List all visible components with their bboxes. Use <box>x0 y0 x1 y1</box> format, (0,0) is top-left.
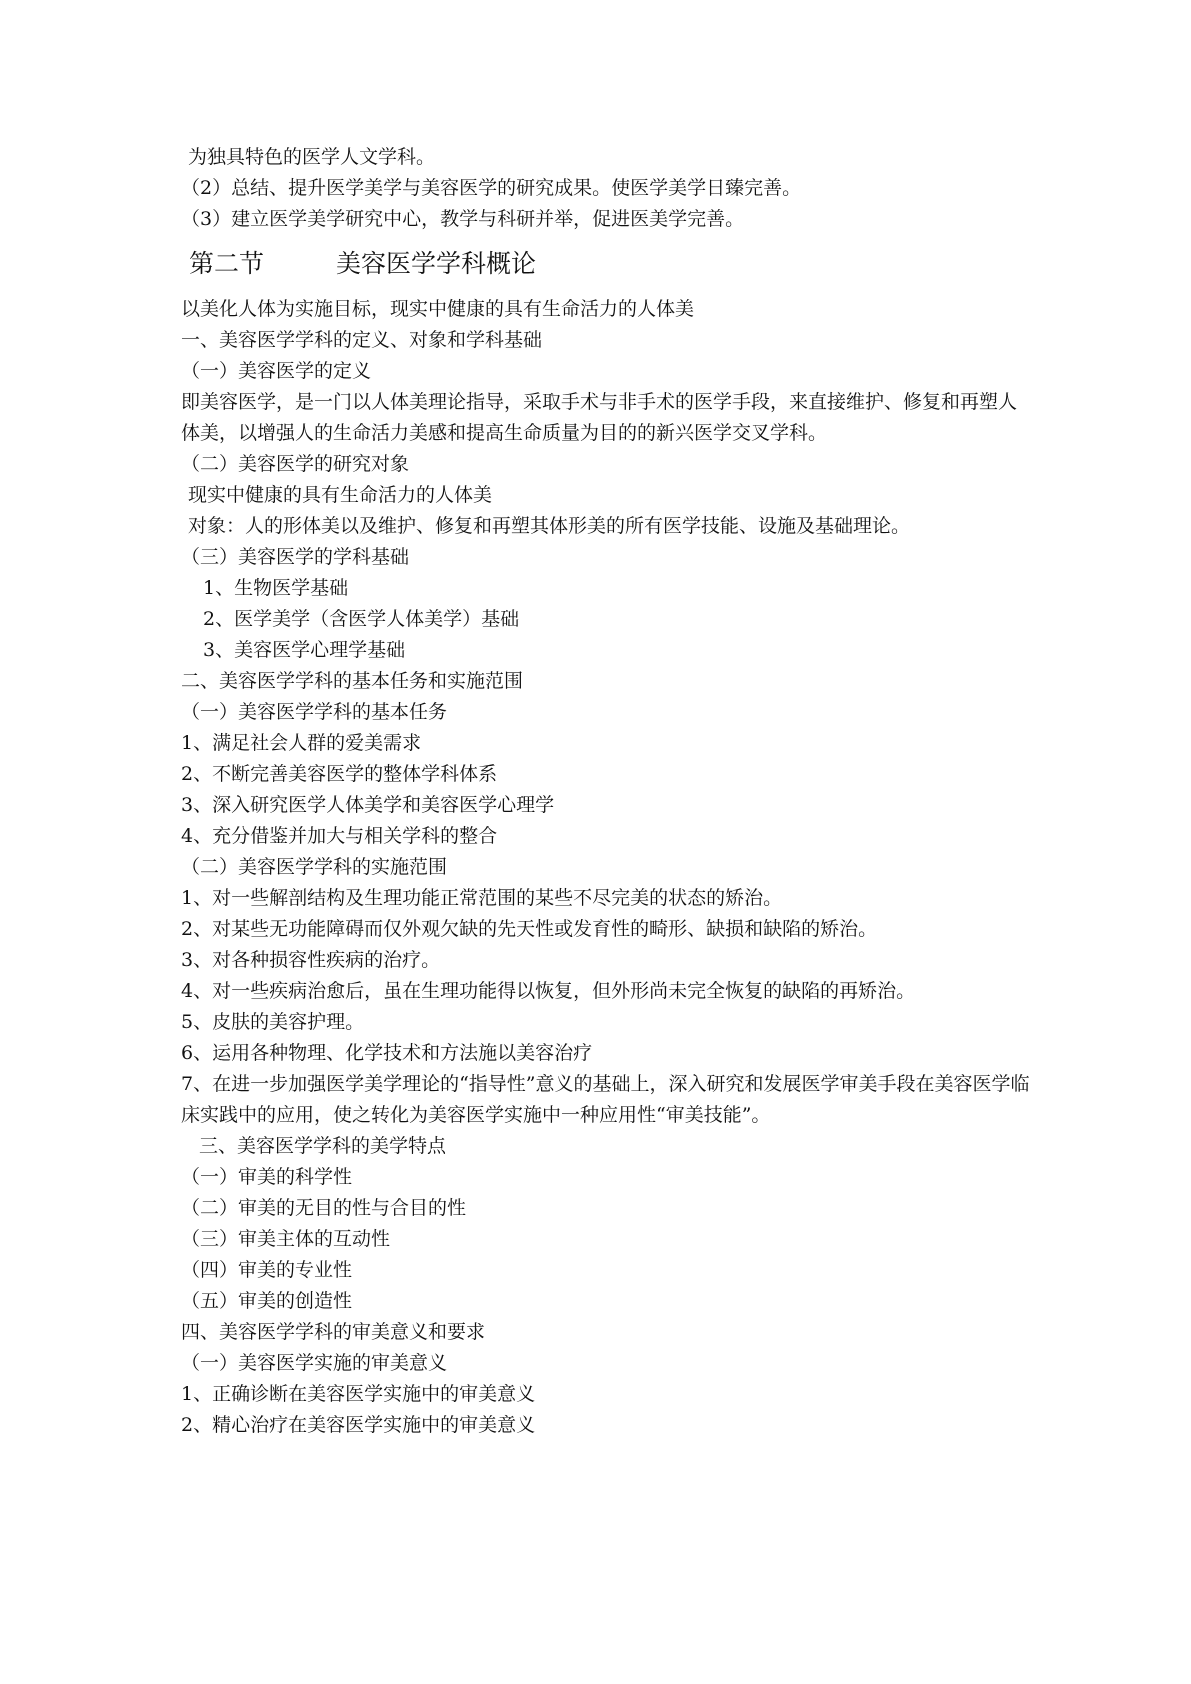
list-item: 1、生物医学基础 <box>203 577 349 599</box>
section-heading <box>181 244 1031 284</box>
list-item: （四）审美的专业性 <box>181 1259 353 1281</box>
subheading: （三）美容医学的学科基础 <box>181 546 410 568</box>
subheading: 三、美容医学学科的美学特点 <box>199 1135 447 1157</box>
list-item: 6、运用各种物理、化学技术和方法施以美容治疗 <box>181 1042 593 1064</box>
subheading: 四、美容医学学科的审美意义和要求 <box>181 1321 486 1343</box>
document-body <box>181 142 1031 1441</box>
subheading: （一）美容医学实施的审美意义 <box>181 1352 448 1374</box>
text-line: 现实中健康的具有生命活力的人体美 <box>188 484 493 506</box>
section-number: 第二节 <box>189 249 265 278</box>
subheading: （一）美容医学的定义 <box>181 360 372 382</box>
section-title: 美容医学学科概论 <box>336 249 537 278</box>
subheading: 一、美容医学学科的定义、对象和学科基础 <box>181 329 543 351</box>
paragraph: 7、在进一步加强医学美学理论的“指导性”意义的基础上，深入研究和发展医学审美手段在美容医学临床实践中的应用，使之转化为美容医学实施中一种应用性“审美技能”。 <box>181 1073 1030 1126</box>
paragraph: 即美容医学，是一门以人体美理论指导，采取手术与非手术的医学手段，来直接维护、修复和再塑人体美，以增强人的生命活力美感和提高生命质量为目的的新兴医学交叉学科。 <box>181 391 1018 444</box>
list-item: 2、医学美学（含医学人体美学）基础 <box>203 608 520 630</box>
subheading: （一）美容医学学科的基本任务 <box>181 701 448 723</box>
list-item: 3、深入研究医学人体美学和美容医学心理学 <box>181 794 555 816</box>
list-item: 1、对一些解剖结构及生理功能正常范围的某些不尽完美的状态的矫治。 <box>181 887 783 909</box>
subheading: （二）美容医学的研究对象 <box>181 453 410 475</box>
list-item: （三）审美主体的互动性 <box>181 1228 391 1250</box>
list-item: 1、满足社会人群的爱美需求 <box>181 732 422 754</box>
text-line: 对象：人的形体美以及维护、修复和再塑其体形美的所有医学技能、设施及基础理论。 <box>188 515 911 537</box>
list-item: 2、对某些无功能障碍而仅外观欠缺的先天性或发育性的畸形、缺损和缺陷的矫治。 <box>181 918 878 940</box>
text-line: （2）总结、提升医学美学与美容医学的研究成果。使医学美学日臻完善。 <box>181 177 802 199</box>
list-item: 2、不断完善美容医学的整体学科体系 <box>181 763 498 785</box>
list-item: 4、充分借鉴并加大与相关学科的整合 <box>181 825 498 847</box>
list-item: 5、皮肤的美容护理。 <box>181 1011 365 1033</box>
list-item: （一）审美的科学性 <box>181 1166 353 1188</box>
text-line: 以美化人体为实施目标，现实中健康的具有生命活力的人体美 <box>181 298 695 320</box>
list-item: （二）审美的无目的性与合目的性 <box>181 1197 467 1219</box>
list-item: 3、美容医学心理学基础 <box>203 639 406 661</box>
list-item: 2、精心治疗在美容医学实施中的审美意义 <box>181 1414 536 1436</box>
text-line: （3）建立医学美学研究中心，教学与科研并举，促进医美学完善。 <box>181 208 745 230</box>
list-item: 4、对一些疾病治愈后，虽在生理功能得以恢复，但外形尚未完全恢复的缺陷的再矫治。 <box>181 980 916 1002</box>
list-item: 1、正确诊断在美容医学实施中的审美意义 <box>181 1383 536 1405</box>
text-line: 为独具特色的医学人文学科。 <box>188 146 436 168</box>
subheading: （二）美容医学学科的实施范围 <box>181 856 448 878</box>
list-item: （五）审美的创造性 <box>181 1290 353 1312</box>
list-item: 3、对各种损容性疾病的治疗。 <box>181 949 441 971</box>
subheading: 二、美容医学学科的基本任务和实施范围 <box>181 670 524 692</box>
